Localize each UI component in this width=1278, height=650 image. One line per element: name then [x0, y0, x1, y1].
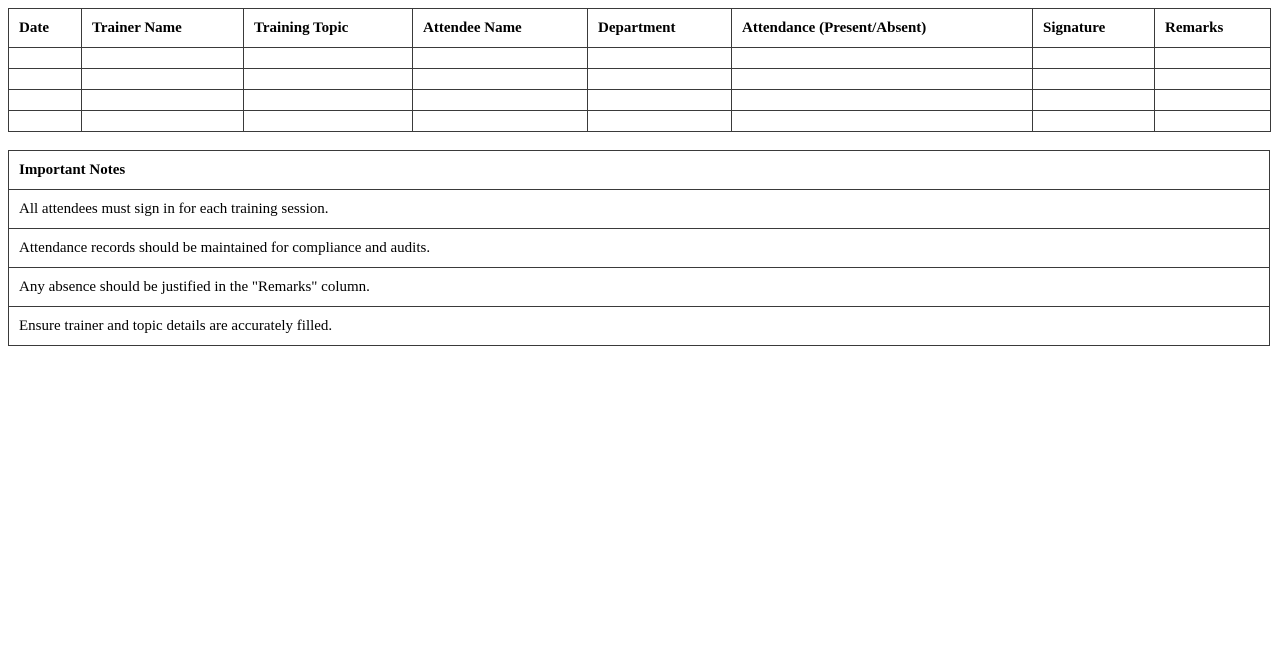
note-text: Ensure trainer and topic details are accurately filled. — [9, 307, 1270, 346]
column-header-date: Date — [9, 9, 82, 48]
table-row — [9, 48, 1271, 69]
table-cell-remarks — [1155, 69, 1271, 90]
table-cell-signature — [1033, 90, 1155, 111]
table-cell-remarks — [1155, 48, 1271, 69]
table-cell-department — [588, 48, 732, 69]
list-item — [9, 190, 1270, 229]
column-header-training-topic: Training Topic — [244, 9, 413, 48]
column-header-signature: Signature — [1033, 9, 1155, 48]
column-header-attendance: Attendance (Present/Absent) — [732, 9, 1033, 48]
table-cell-training-topic — [244, 69, 413, 90]
table-cell-attendee-name — [413, 90, 588, 111]
column-header-remarks: Remarks — [1155, 9, 1271, 48]
table-cell-training-topic — [244, 90, 413, 111]
table-cell-department — [588, 69, 732, 90]
table-cell-remarks — [1155, 90, 1271, 111]
table-cell-date — [9, 90, 82, 111]
table-cell-trainer-name — [82, 90, 244, 111]
table-cell-trainer-name — [82, 69, 244, 90]
table-cell-department — [588, 111, 732, 132]
table-cell-attendance — [732, 90, 1033, 111]
table-cell-training-topic — [244, 48, 413, 69]
attendance-header-row — [9, 9, 1271, 48]
table-cell-attendance — [732, 48, 1033, 69]
table-cell-training-topic — [244, 111, 413, 132]
table-cell-trainer-name — [82, 48, 244, 69]
table-row — [9, 69, 1271, 90]
column-header-department: Department — [588, 9, 732, 48]
table-cell-date — [9, 69, 82, 90]
table-cell-signature — [1033, 111, 1155, 132]
list-item — [9, 307, 1270, 346]
table-cell-signature — [1033, 69, 1155, 90]
table-cell-date — [9, 111, 82, 132]
table-cell-trainer-name — [82, 111, 244, 132]
attendance-table — [8, 8, 1271, 132]
table-cell-attendee-name — [413, 111, 588, 132]
table-cell-signature — [1033, 48, 1155, 69]
column-header-trainer-name: Trainer Name — [82, 9, 244, 48]
table-cell-attendee-name — [413, 69, 588, 90]
column-header-attendee-name: Attendee Name — [413, 9, 588, 48]
list-item — [9, 229, 1270, 268]
list-item — [9, 268, 1270, 307]
table-cell-date — [9, 48, 82, 69]
note-text: All attendees must sign in for each training session. — [9, 190, 1270, 229]
note-text: Any absence should be justified in the "Remarks" column. — [9, 268, 1270, 307]
notes-heading: Important Notes — [9, 151, 1270, 190]
table-cell-attendance — [732, 111, 1033, 132]
notes-heading-row — [9, 151, 1270, 190]
table-cell-attendee-name — [413, 48, 588, 69]
table-row — [9, 111, 1271, 132]
important-notes-table — [8, 150, 1270, 346]
note-text: Attendance records should be maintained for compliance and audits. — [9, 229, 1270, 268]
table-cell-department — [588, 90, 732, 111]
table-cell-attendance — [732, 69, 1033, 90]
table-row — [9, 90, 1271, 111]
table-cell-remarks — [1155, 111, 1271, 132]
